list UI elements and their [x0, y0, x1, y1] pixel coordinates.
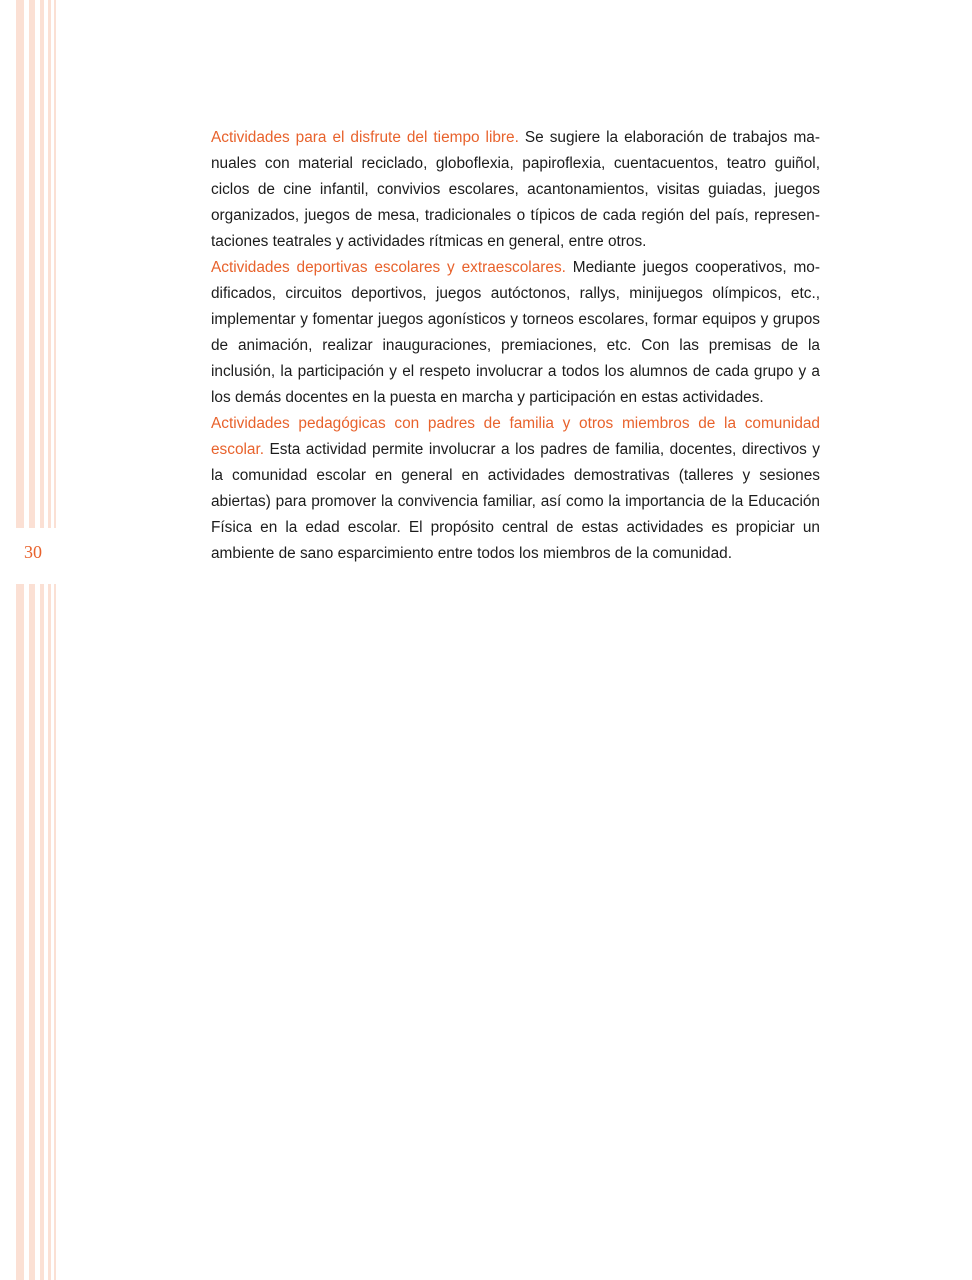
paragraph-tiempo-libre: [211, 125, 820, 255]
stripe: [16, 584, 24, 1280]
stripe: [48, 0, 51, 528]
stripe: [54, 0, 56, 528]
paragraph-body: Esta actividad permite involucrar a los padres de familia, docentes, directivos y la comunidad escolar en general en actividades demostrativas (talleres y sesiones abiertas) para promover la convivencia familiar, así como la importancia de la Educación Física en la edad escolar. El propósito central de estas actividades es propiciar un ambiente de sano esparcimiento entre todos los miembros de la comunidad.: [211, 441, 820, 562]
paragraph-deportivas: [211, 255, 820, 411]
stripe: [40, 0, 44, 528]
stripe: [40, 584, 44, 1280]
stripe: [48, 584, 51, 1280]
paragraph-pedagogicas: [211, 411, 820, 567]
paragraph-body: Mediante juegos cooperativos, modificados, circuitos deportivos, juegos autóctonos, rallys, minijuegos olímpicos, etc., implementar y fomentar juegos agonísticos y torneos escolares, formar equipos y grupos de animación, realizar inauguraciones, premiaciones, etc. Con las premisas de la inclusión, la participación y el respeto involucrar a todos los alumnos de cada grupo y a los demás docentes en la puesta en marcha y participación en estas actividades.: [211, 259, 820, 406]
paragraph-heading: Actividades deportivas escolares y extraescolares.: [211, 259, 566, 276]
margin-stripes-top: [0, 0, 60, 528]
stripe: [29, 584, 35, 1280]
page-number: 30: [24, 542, 42, 562]
body-text: [211, 125, 820, 567]
paragraph-heading: Actividades pedagógicas con padres de familia y otros miembros de la comunidad escolar.: [211, 415, 820, 458]
margin-decoration: [0, 0, 60, 1280]
paragraph-body: Se sugiere la elaboración de trabajos manuales con material reciclado, globoflexia, papiroflexia, cuentacuentos, teatro guiñol, ciclos de cine infantil, convivios escolares, acantonamientos, visitas guiadas, juegos organizados, juegos de mesa, tradicionales o típicos de cada región del país, representaciones teatrales y actividades rítmicas en general, entre otros.: [211, 129, 820, 250]
margin-stripes-bottom: [0, 584, 60, 1280]
stripe: [16, 0, 24, 528]
stripe: [29, 0, 35, 528]
paragraph-heading: Actividades para el disfrute del tiempo libre.: [211, 129, 519, 146]
stripe: [54, 584, 56, 1280]
